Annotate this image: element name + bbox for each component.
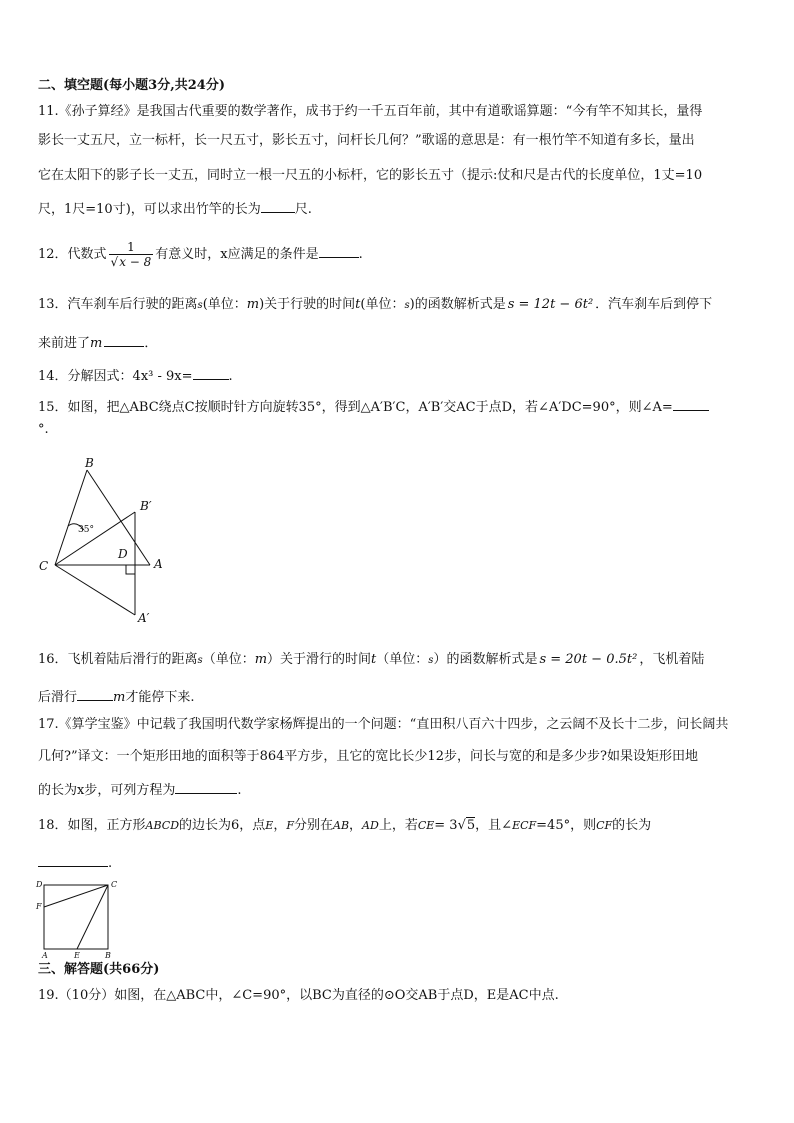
q16-unit-s: s: [428, 655, 434, 666]
q16-text-d: （单位：: [376, 652, 429, 667]
q18-radicand: 5: [466, 818, 476, 833]
q13-unit-s: s: [404, 300, 410, 311]
q18-text-a: 18．如图，正方形: [38, 818, 146, 833]
q11-text-b: 尺.: [294, 202, 312, 217]
q15-side-cap: [55, 565, 135, 615]
q18-side-ad: AD: [362, 819, 379, 832]
q11-text-a: 尺，1尺=10寸)，可以求出竹竿的长为: [38, 202, 261, 217]
q13-text-b: (单位：: [202, 297, 247, 312]
q16-line-1: [38, 651, 704, 670]
q16-formula: s = 20t − 0.5t²: [539, 652, 638, 667]
q18-label-e: E: [74, 951, 80, 960]
q16-text-2b: 才能停下来.: [125, 690, 195, 705]
q12-fraction: [109, 240, 154, 269]
q13-text-2a: 来前进了: [38, 336, 91, 351]
q12-root-sign: √: [110, 255, 119, 269]
q18-angle-ecf: ECF: [512, 819, 537, 832]
q15-side-cb: [55, 470, 87, 565]
q15-degree-mark: °.: [38, 422, 49, 437]
q18-text-j: ，且∠: [475, 818, 513, 833]
q17-text-a: 的长为x步，可列方程为: [38, 783, 176, 798]
q15-label-d: D: [118, 547, 128, 561]
q13-line-1: [38, 296, 712, 315]
q17-line-2: 几何?”译文：一个矩形田地的面积等于864平方步，且它的宽比长少12步，问长与宽的和是多少步?如果设矩形田地: [38, 749, 698, 764]
q18-text-end: .: [108, 856, 113, 871]
q13-unit-m: m: [246, 297, 260, 312]
q17-text-b: .: [237, 783, 242, 798]
q11-answer-blank[interactable]: [261, 198, 295, 213]
q18-text-d: 分别在: [293, 818, 333, 833]
q13-formula: s = 12t − 6t²: [507, 297, 594, 312]
q15-label-a: A: [154, 557, 163, 571]
q13-text-a: 13．汽车刹车后行驶的距离: [38, 297, 198, 312]
q18-point-f: F: [286, 819, 294, 832]
q11-line-4: [38, 198, 312, 219]
q16-text-e: ）的函数解析式是: [433, 652, 538, 667]
q18-point-e: E: [265, 819, 274, 832]
q17-answer-blank[interactable]: [175, 779, 237, 794]
q15-label-b: B: [85, 456, 94, 470]
q18-text-h: 上，若: [378, 818, 418, 833]
q17-line-1: 17.《算学宝鉴》中记载了我国明代数学家杨辉提出的一个问题：“直田积八百六十四步，之云阔不及长十二步，问长阔共: [38, 717, 729, 732]
q15-triangle-figure: [30, 452, 180, 632]
q16-text-2a: 后滑行: [38, 690, 78, 705]
section-heading-fill-blank: 二、填空题(每小题3分,共24分): [38, 78, 225, 93]
q13-answer-blank[interactable]: [104, 332, 144, 347]
q18-side-ab: AB: [333, 819, 350, 832]
q16-answer-blank[interactable]: [77, 686, 113, 701]
q18-seg-ce: CE: [417, 819, 435, 832]
q18-line-2: [38, 852, 112, 873]
q15-label-ap: A′: [138, 611, 150, 625]
q16-text-a: 16．飞机着陆后滑行的距离: [38, 652, 198, 667]
q16-line-2: [38, 686, 194, 707]
q16-var-s: s: [197, 655, 203, 666]
q12-text-c: .: [358, 247, 363, 262]
q14-text-b: .: [228, 369, 233, 384]
q15-label-c: C: [39, 559, 49, 573]
q17-line-3: [38, 779, 241, 800]
q13-unit-m2: m: [90, 336, 103, 351]
q18-text-g: ，: [349, 818, 363, 833]
q13-var-t: t: [355, 297, 361, 312]
q13-text-c: )关于行驶的时间: [259, 297, 356, 312]
q18-root-sign: √: [457, 818, 466, 833]
q18-answer-blank[interactable]: [38, 852, 108, 867]
q18-label-d: D: [36, 880, 43, 889]
q18-label-b: B: [105, 951, 111, 960]
q13-text-f: ．汽车刹车后到停下: [595, 297, 713, 312]
q13-text-d: (单位：: [360, 297, 405, 312]
q15-line: [38, 396, 709, 417]
q16-text-b: （单位：: [202, 652, 255, 667]
q15-right-angle-mark: [126, 565, 135, 574]
q14-answer-blank[interactable]: [193, 365, 229, 380]
q16-unit-m: m: [254, 652, 268, 667]
q13-var-s: s: [197, 300, 203, 311]
q18-text-i: = 3: [434, 818, 458, 833]
q15-angle-label: 35°: [78, 525, 94, 535]
q11-line-1: 11.《孙子算经》是我国古代重要的数学著作，成书于约一千五百年前，其中有道歌谣算题：“今有竿不知其长，量得: [38, 104, 703, 119]
q12-denominator: [109, 255, 154, 269]
q18-text-b: 的边长为6，点: [179, 818, 266, 833]
q19-line: 19.（10分）如图，在△ABC中，∠C=90°，以BC为直径的⊙O交AB于点D，E是AC中点.: [38, 988, 559, 1003]
q13-text-2b: ．: [144, 336, 158, 351]
q16-text-f: ，飞机着陆: [639, 652, 705, 667]
q13-line-2: [38, 332, 157, 353]
q12-text-b: 有意义时，x应满足的条件是: [155, 247, 319, 262]
q18-seg-ce-line: [77, 885, 108, 949]
q18-text-l: 的长为: [612, 818, 652, 833]
q18-square-figure: [34, 876, 124, 962]
q11-line-2: 影长一丈五尺，立一标杆，长一尺五寸，影长五寸，问杆长几何？”歌谣的意思是：有一根竹竿不知道有多长，量出: [38, 133, 695, 148]
q11-line-3: 它在太阳下的影子长一丈五，同时立一根一尺五的小标杆，它的影长五寸（提示:仗和尺是古代的长度单位，1丈=10: [38, 168, 703, 183]
q15-text-a: 15．如图，把△ABC绕点C按顺时针方向旋转35°，得到△A′B′C，A′B′交AC于点D，若∠A′DC=90°，则∠A=: [38, 400, 673, 415]
q16-var-t: t: [371, 652, 377, 667]
q15-label-bp: B′: [140, 499, 152, 513]
q18-line-1: [38, 817, 651, 835]
q16-unit-m2: m: [113, 690, 126, 705]
q12-numerator: 1: [109, 240, 154, 255]
q13-text-e: )的函数解析式是: [409, 297, 506, 312]
q12-line: [38, 238, 363, 272]
q18-label-f: F: [36, 902, 42, 911]
q18-label-c: C: [111, 880, 118, 889]
q18-text-c: ，: [273, 818, 287, 833]
q18-seg-cf: CF: [596, 819, 613, 832]
q14-text-a: 14．分解因式：4x³ - 9x=: [38, 369, 193, 384]
q18-label-a: A: [42, 951, 48, 960]
q18-abcd: ABCD: [145, 819, 180, 832]
section-heading-answer: 三、解答题(共66分): [38, 962, 160, 977]
q14-line: [38, 365, 233, 386]
q12-radicand: x − 8: [119, 255, 152, 269]
q12-answer-blank[interactable]: [319, 243, 359, 258]
q16-text-c: ）关于滑行的时间: [267, 652, 372, 667]
q18-text-k: =45°，则: [536, 818, 597, 833]
q12-text-a: 12．代数式: [38, 247, 107, 262]
q15-answer-blank[interactable]: [673, 396, 709, 411]
q18-square: [44, 885, 108, 949]
